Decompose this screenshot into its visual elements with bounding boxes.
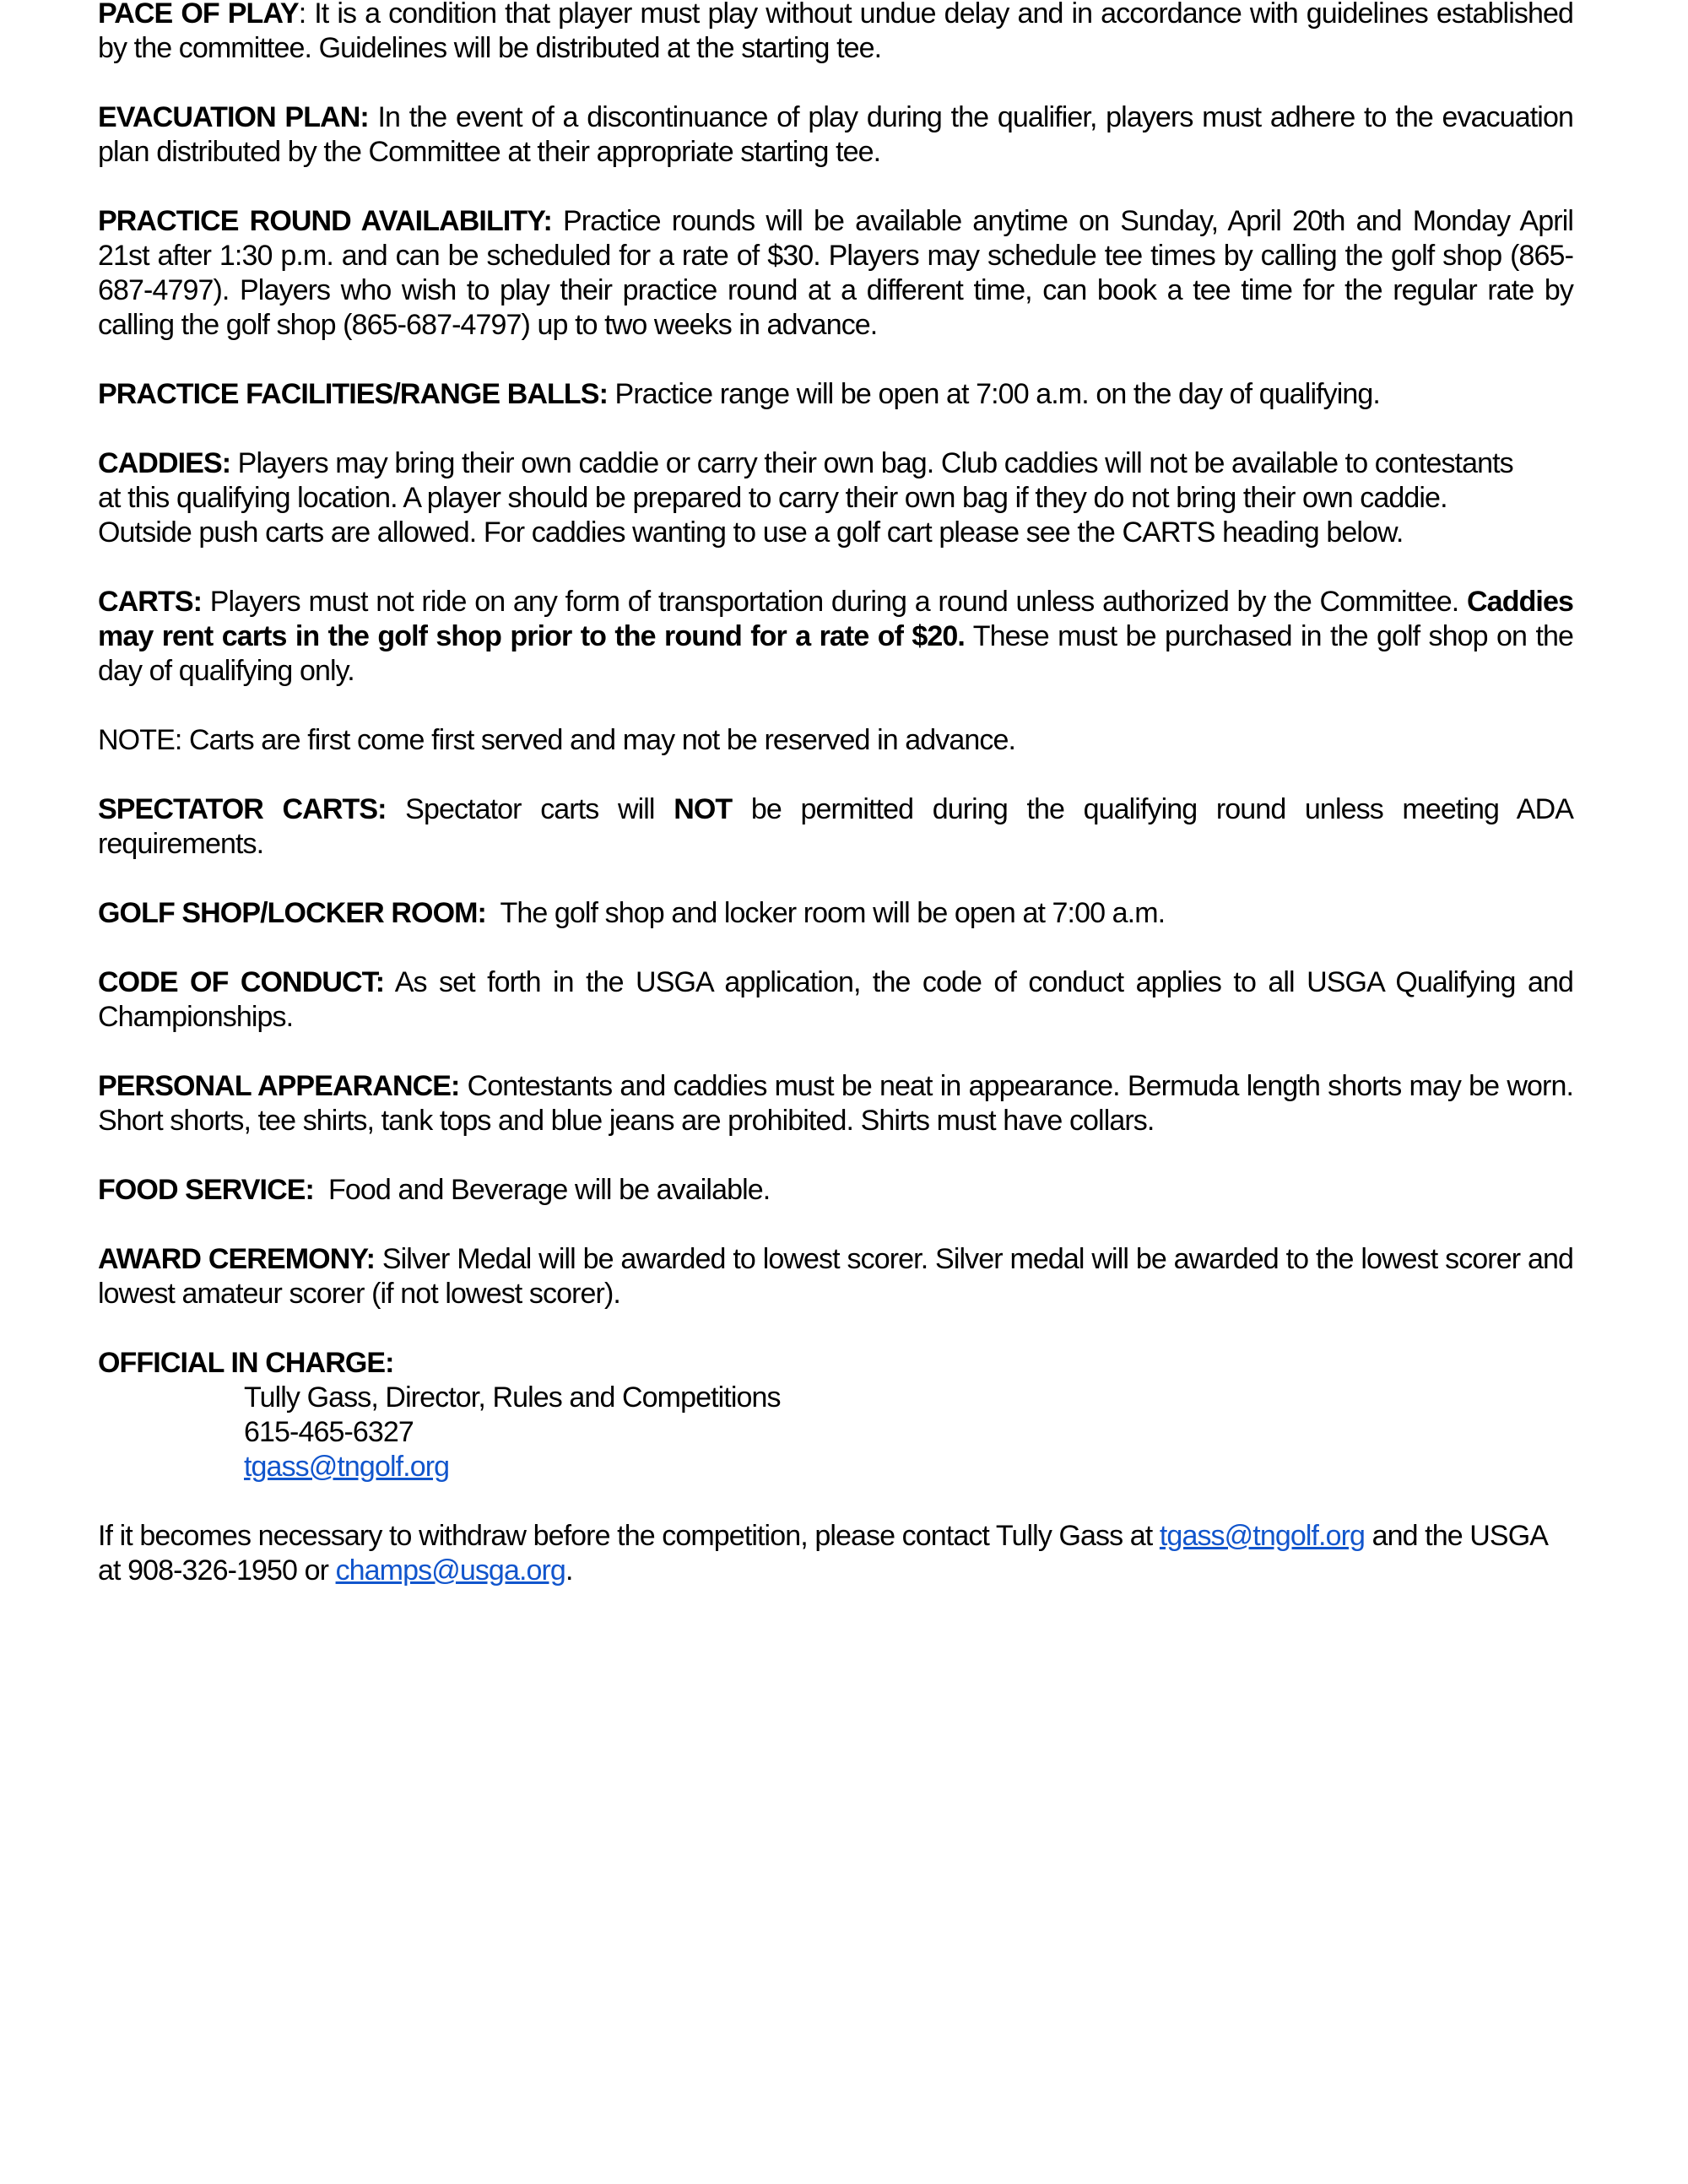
section-body: Food and Beverage will be available.: [313, 1174, 771, 1206]
withdraw-text: and the USGA at 908-326-1950 or: [98, 1520, 1547, 1587]
section-body: be permitted during the qualifying round unless meeting ADA requirements.: [98, 793, 1573, 860]
award-ceremony-section: [98, 1242, 1573, 1311]
usga-email-link[interactable]: champs@usga.org: [335, 1554, 565, 1587]
section-body: Players may bring their own caddie or carry their own bag. Club caddies will not be available to contestants at this qualifying location. A player should be prepared to carry their own bag if they do not bring their own caddie. Outside push carts are allowed. For caddies wanting to use a golf cart please see the CARTS heading below.: [98, 447, 1513, 549]
document-page: [98, 0, 1573, 1623]
section-heading: PACE OF PLAY: [98, 0, 299, 30]
note-text: NOTE: Carts are first come first served and may not be reserved in advance.: [98, 724, 1016, 756]
section-body: : It is a condition that player must play without undue delay and in accordance with guidelines established by the committee. Guidelines will be distributed at the starting tee.: [98, 0, 1573, 64]
official-phone: 615-465-6327: [244, 1416, 414, 1448]
official-name: Tully Gass, Director, Rules and Competitions: [244, 1381, 781, 1414]
section-heading: PERSONAL APPEARANCE:: [98, 1070, 460, 1102]
official-in-charge-section: [98, 1346, 1573, 1484]
section-body: Spectator carts will: [386, 793, 674, 825]
section-heading: SPECTATOR CARTS:: [98, 793, 387, 825]
section-heading: CODE OF CONDUCT:: [98, 966, 385, 998]
section-body: As set forth in the USGA application, the code of conduct applies to all USGA Qualifying and Championships.: [98, 966, 1573, 1033]
section-body: Practice range will be open at 7:00 a.m. on the day of qualifying.: [608, 378, 1380, 410]
section-body: Contestants and caddies must be neat in appearance. Bermuda length shorts may be worn. Short shorts, tee shirts, tank tops and blue jeans are prohibited. Shirts must have collars.: [98, 1070, 1573, 1137]
section-body: Practice rounds will be available anytime on Sunday, April 20th and Monday April 21st after 1:30 p.m. and can be scheduled for a rate of $30. Players may schedule tee times by calling the golf shop (865-687-4797). Players who wish to play their practice round at a different time, can book a tee time for the regular rate by calling the golf shop (865-687-4797) up to two weeks in advance.: [98, 205, 1573, 341]
official-email-link[interactable]: tgass@tngolf.org: [244, 1451, 450, 1483]
caddies-section: [98, 446, 1533, 550]
section-heading: PRACTICE ROUND AVAILABILITY:: [98, 205, 552, 237]
withdraw-text: If it becomes necessary to withdraw before the competition, please contact Tully Gass at: [98, 1520, 1160, 1552]
section-heading: AWARD CEREMONY:: [98, 1243, 376, 1275]
section-body: In the event of a discontinuance of play during the qualifier, players must adhere to the evacuation plan distributed by the Committee at their appropriate starting tee.: [98, 101, 1573, 168]
section-heading: EVACUATION PLAN:: [98, 101, 369, 133]
evacuation-plan-section: [98, 100, 1573, 170]
section-heading: FOOD SERVICE:: [98, 1174, 314, 1206]
golf-shop-section: [98, 896, 1573, 931]
code-of-conduct-section: [98, 965, 1573, 1035]
section-emphasis: NOT: [674, 793, 733, 825]
section-body: Silver Medal will be awarded to lowest scorer. Silver medal will be awarded to the lowest scorer and lowest amateur scorer (if not lowest scorer).: [98, 1243, 1573, 1310]
section-body: These must be purchased in the golf shop on the day of qualifying only.: [98, 620, 1574, 687]
pace-of-play-section: [98, 0, 1573, 66]
section-heading: CADDIES:: [98, 447, 231, 479]
section-emphasis: Caddies may rent carts in the golf shop prior to the round for a rate of $20.: [98, 586, 1573, 652]
carts-section: [98, 585, 1573, 689]
section-heading: GOLF SHOP/LOCKER ROOM:: [98, 897, 486, 929]
withdraw-section: [98, 1519, 1573, 1588]
tngolf-email-link[interactable]: tgass@tngolf.org: [1159, 1520, 1366, 1552]
section-body: Players must not ride on any form of transportation during a round unless authorized by the Committee.: [202, 586, 1468, 618]
personal-appearance-section: [98, 1069, 1573, 1138]
section-heading: PRACTICE FACILITIES/RANGE BALLS:: [98, 378, 608, 410]
withdraw-text: .: [565, 1554, 573, 1587]
section-heading: OFFICIAL IN CHARGE:: [98, 1347, 394, 1379]
section-body: The golf shop and locker room will be open at 7:00 a.m.: [485, 897, 1166, 929]
section-heading: CARTS:: [98, 586, 203, 618]
practice-round-section: [98, 204, 1573, 343]
food-service-section: [98, 1173, 1573, 1208]
practice-facilities-section: [98, 377, 1573, 412]
spectator-carts-section: [98, 792, 1573, 862]
